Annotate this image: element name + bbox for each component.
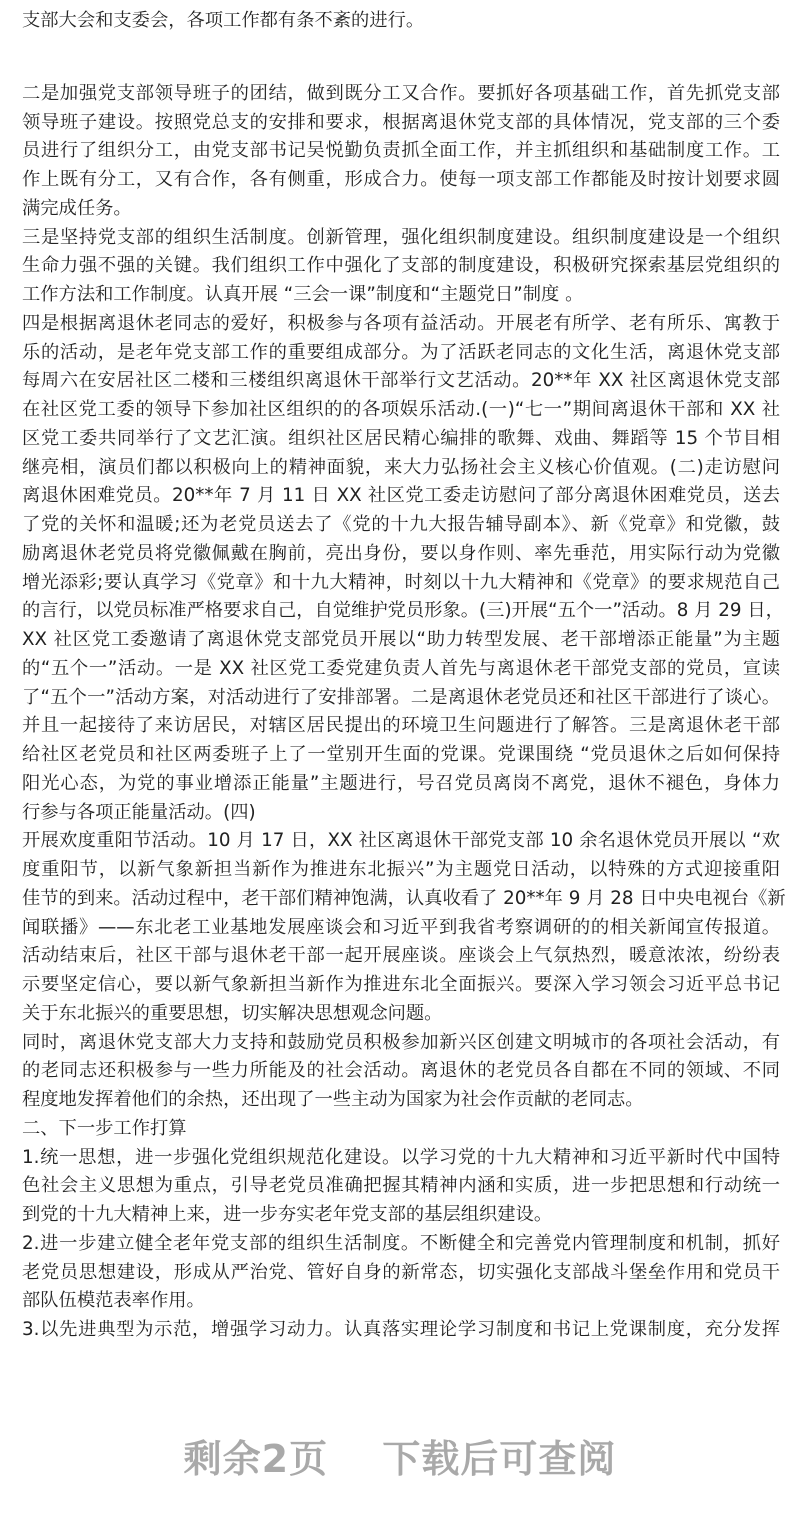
text-line: 佳节的到来。活动过程中，老干部们精神饱满，认真收看了 20**年 9 月 28 日中央电视台《新 — [22, 887, 786, 909]
text-line: 的“五个一”活动。一是 XX 社区党工委党建负责人首先与离退休老干部党支部的党员，宣读 — [22, 657, 780, 679]
text-line: 活动结束后，社区干部与退休老干部一起开展座谈。座谈会上气氛热烈，暖意浓浓，纷纷表 — [22, 945, 780, 967]
text-line: 满完成任务。 — [22, 197, 132, 219]
text-line: 1.统一思想，进一步强化党组织规范化建设。以学习党的十九大精神和习近平新时代中国特 — [22, 1146, 780, 1168]
text-line: 到党的十九大精神上来，进一步夯实老年党支部的基层组织建设。 — [22, 1204, 553, 1225]
text-line: 二是加强党支部领导班子的团结，做到既分工又合作。要抓好各项基础工作，首先抓党支部 — [22, 82, 780, 104]
text-line: 生命力强不强的关键。我们组织工作中强化了支部的制度建设，积极研究探索基层党组织的 — [22, 255, 780, 277]
text-line: 色社会主义思想为重点，引导老党员准确把握其精神内涵和实质，进一步把思想和行动统一 — [22, 1175, 780, 1197]
text-line: 开展欢度重阳节活动。10 月 17 日，XX 社区离退休干部党支部 10 余名退休党员开展以 “欢 — [22, 830, 780, 852]
text-line: 程度地发挥着他们的余热，还出现了一些主动为国家为社会作贡献的老同志。 — [22, 1089, 644, 1110]
text-line: 了党的关怀和温暖;还为老党员送去了《党的十九大报告辅导副本》、新《党章》和党徽，鼓 — [22, 514, 780, 535]
text-line: 区党工委共同举行了文艺汇演。组织社区居民精心编排的歌舞、戏曲、舞蹈等 15 个节目相 — [22, 427, 780, 449]
text-line: 继亮相，演员们都以积极向上的精神面貌，来大力弘扬社会主义核心价值观。(二)走访慰问 — [22, 456, 780, 478]
text-line: 每周六在安居社区二楼和三楼组织离退休干部举行文艺活动。20**年 XX 社区离退休党支部 — [22, 370, 780, 392]
text-line: 的老同志还积极参与一些力所能及的社会活动。离退休的老党员各自都在不同的领域、不同 — [22, 1060, 780, 1082]
text-line: 部队伍模范表率作用。 — [22, 1290, 205, 1312]
text-line: 给社区老党员和社区两委班子上了一堂别开生面的党课。党课围绕 “党员退休之后如何保持 — [22, 744, 780, 765]
download-to-view-label[interactable]: 下载后可查阅 — [382, 1437, 617, 1481]
text-line: 阳光心态，为党的事业增添正能量”主题进行，号召党员离岗不离党，退休不褪色，身体力 — [22, 772, 780, 794]
text-line: 乐的活动，是老年党支部工作的重要组成部分。为了活跃老同志的文化生活，离退休党支部 — [22, 341, 780, 363]
text-line: 度重阳节，以新气象新担当新作为推进东北振兴”为主题党日活动，以特殊的方式迎接重阳 — [22, 859, 780, 880]
text-line: 闻联播》——东北老工业基地发展座谈会和习近平到我省考察调研的的相关新闻宣传报道。 — [22, 916, 780, 938]
text-line: 员进行了组织分工，由党支部书记吴悦勤负责抓全面工作，并主抓组织和基础制度工作。工 — [22, 140, 780, 162]
text-line: 二、下一步工作打算 — [22, 1117, 187, 1139]
download-prompt[interactable] — [0, 1428, 800, 1483]
text-line: 领导班子建设。按照党总支的安排和要求，根据离退休党支部的具体情况，党支部的三个委 — [22, 111, 780, 133]
text-line: 四是根据离退休老同志的爱好，积极参与各项有益活动。开展老有所学、老有所乐、寓教于 — [22, 312, 780, 334]
text-line: 行参与各项正能量活动。(四) — [22, 801, 256, 823]
text-line: 工作方法和工作制度。认真开展 “三会一课”制度和“主题党日”制度 。 — [22, 284, 584, 305]
blank-line — [22, 36, 780, 80]
text-line: 的言行，以党员标准严格要求自己，自觉维护党员形象。(三)开展“五个一”活动。8 月 29 日， — [22, 600, 784, 622]
text-line: 作上既有分工，又有合作，各有侧重，形成合力。使每一项支部工作都能及时按计划要求圆 — [22, 169, 780, 190]
text-line: 关于东北振兴的重要思想，切实解决思想观念问题。 — [22, 1002, 443, 1024]
text-line: 离退休困难党员。20**年 7 月 11 日 XX 社区党工委走访慰问了部分离退休困难党员，送去 — [22, 485, 780, 507]
text-line: 2.进一步建立健全老年党支部的组织生活制度。不断健全和完善党内管理制度和机制，抓好 — [22, 1232, 780, 1254]
text-line: 三是坚持党支部的组织生活制度。创新管理，强化组织制度建设。组织制度建设是一个组织 — [22, 226, 780, 248]
remaining-pages-label: 剩余2页 — [183, 1437, 329, 1481]
text-line: 示要坚定信心，要以新气象新担当新作为推进东北全面振兴。要深入学习领会习近平总书记 — [22, 974, 780, 995]
text-line: 在社区党工委的领导下参加社区组织的的各项娱乐活动.(一)“七一”期间离退休干部和 XX 社 — [22, 399, 780, 420]
text-line: 励离退休老党员将党徽佩戴在胸前，亮出身份，要以身作则、率先垂范，用实际行动为党徽 — [22, 542, 780, 564]
text-line: 了“五个一”活动方案，对活动进行了安排部署。二是离退休老党员还和社区干部进行了谈心。 — [22, 686, 780, 708]
document-body — [22, 7, 786, 1345]
text-line: 支部大会和支委会，各项工作都有条不紊的进行。 — [22, 10, 425, 31]
text-line: 3.以先进典型为示范，增强学习动力。认真落实理论学习制度和书记上党课制度，充分发挥 — [22, 1319, 780, 1340]
text-line: XX 社区党工委邀请了离退休党支部党员开展以“助力转型发展、老干部增添正能量”为主题 — [22, 629, 780, 650]
text-line: 同时，离退休党支部大力支持和鼓励党员积极参加新兴区创建文明城市的各项社会活动，有 — [22, 1031, 780, 1053]
text-line: 并且一起接待了来访居民，对辖区居民提出的环境卫生问题进行了解答。三是离退休老干部 — [22, 715, 780, 737]
text-line: 老党员思想建设，形成从严治党、管好自身的新常态，切实强化支部战斗堡垒作用和党员干 — [22, 1261, 780, 1283]
text-line: 增光添彩;要认真学习《党章》和十九大精神，时刻以十九大精神和《党章》的要求规范自己 — [22, 571, 780, 593]
